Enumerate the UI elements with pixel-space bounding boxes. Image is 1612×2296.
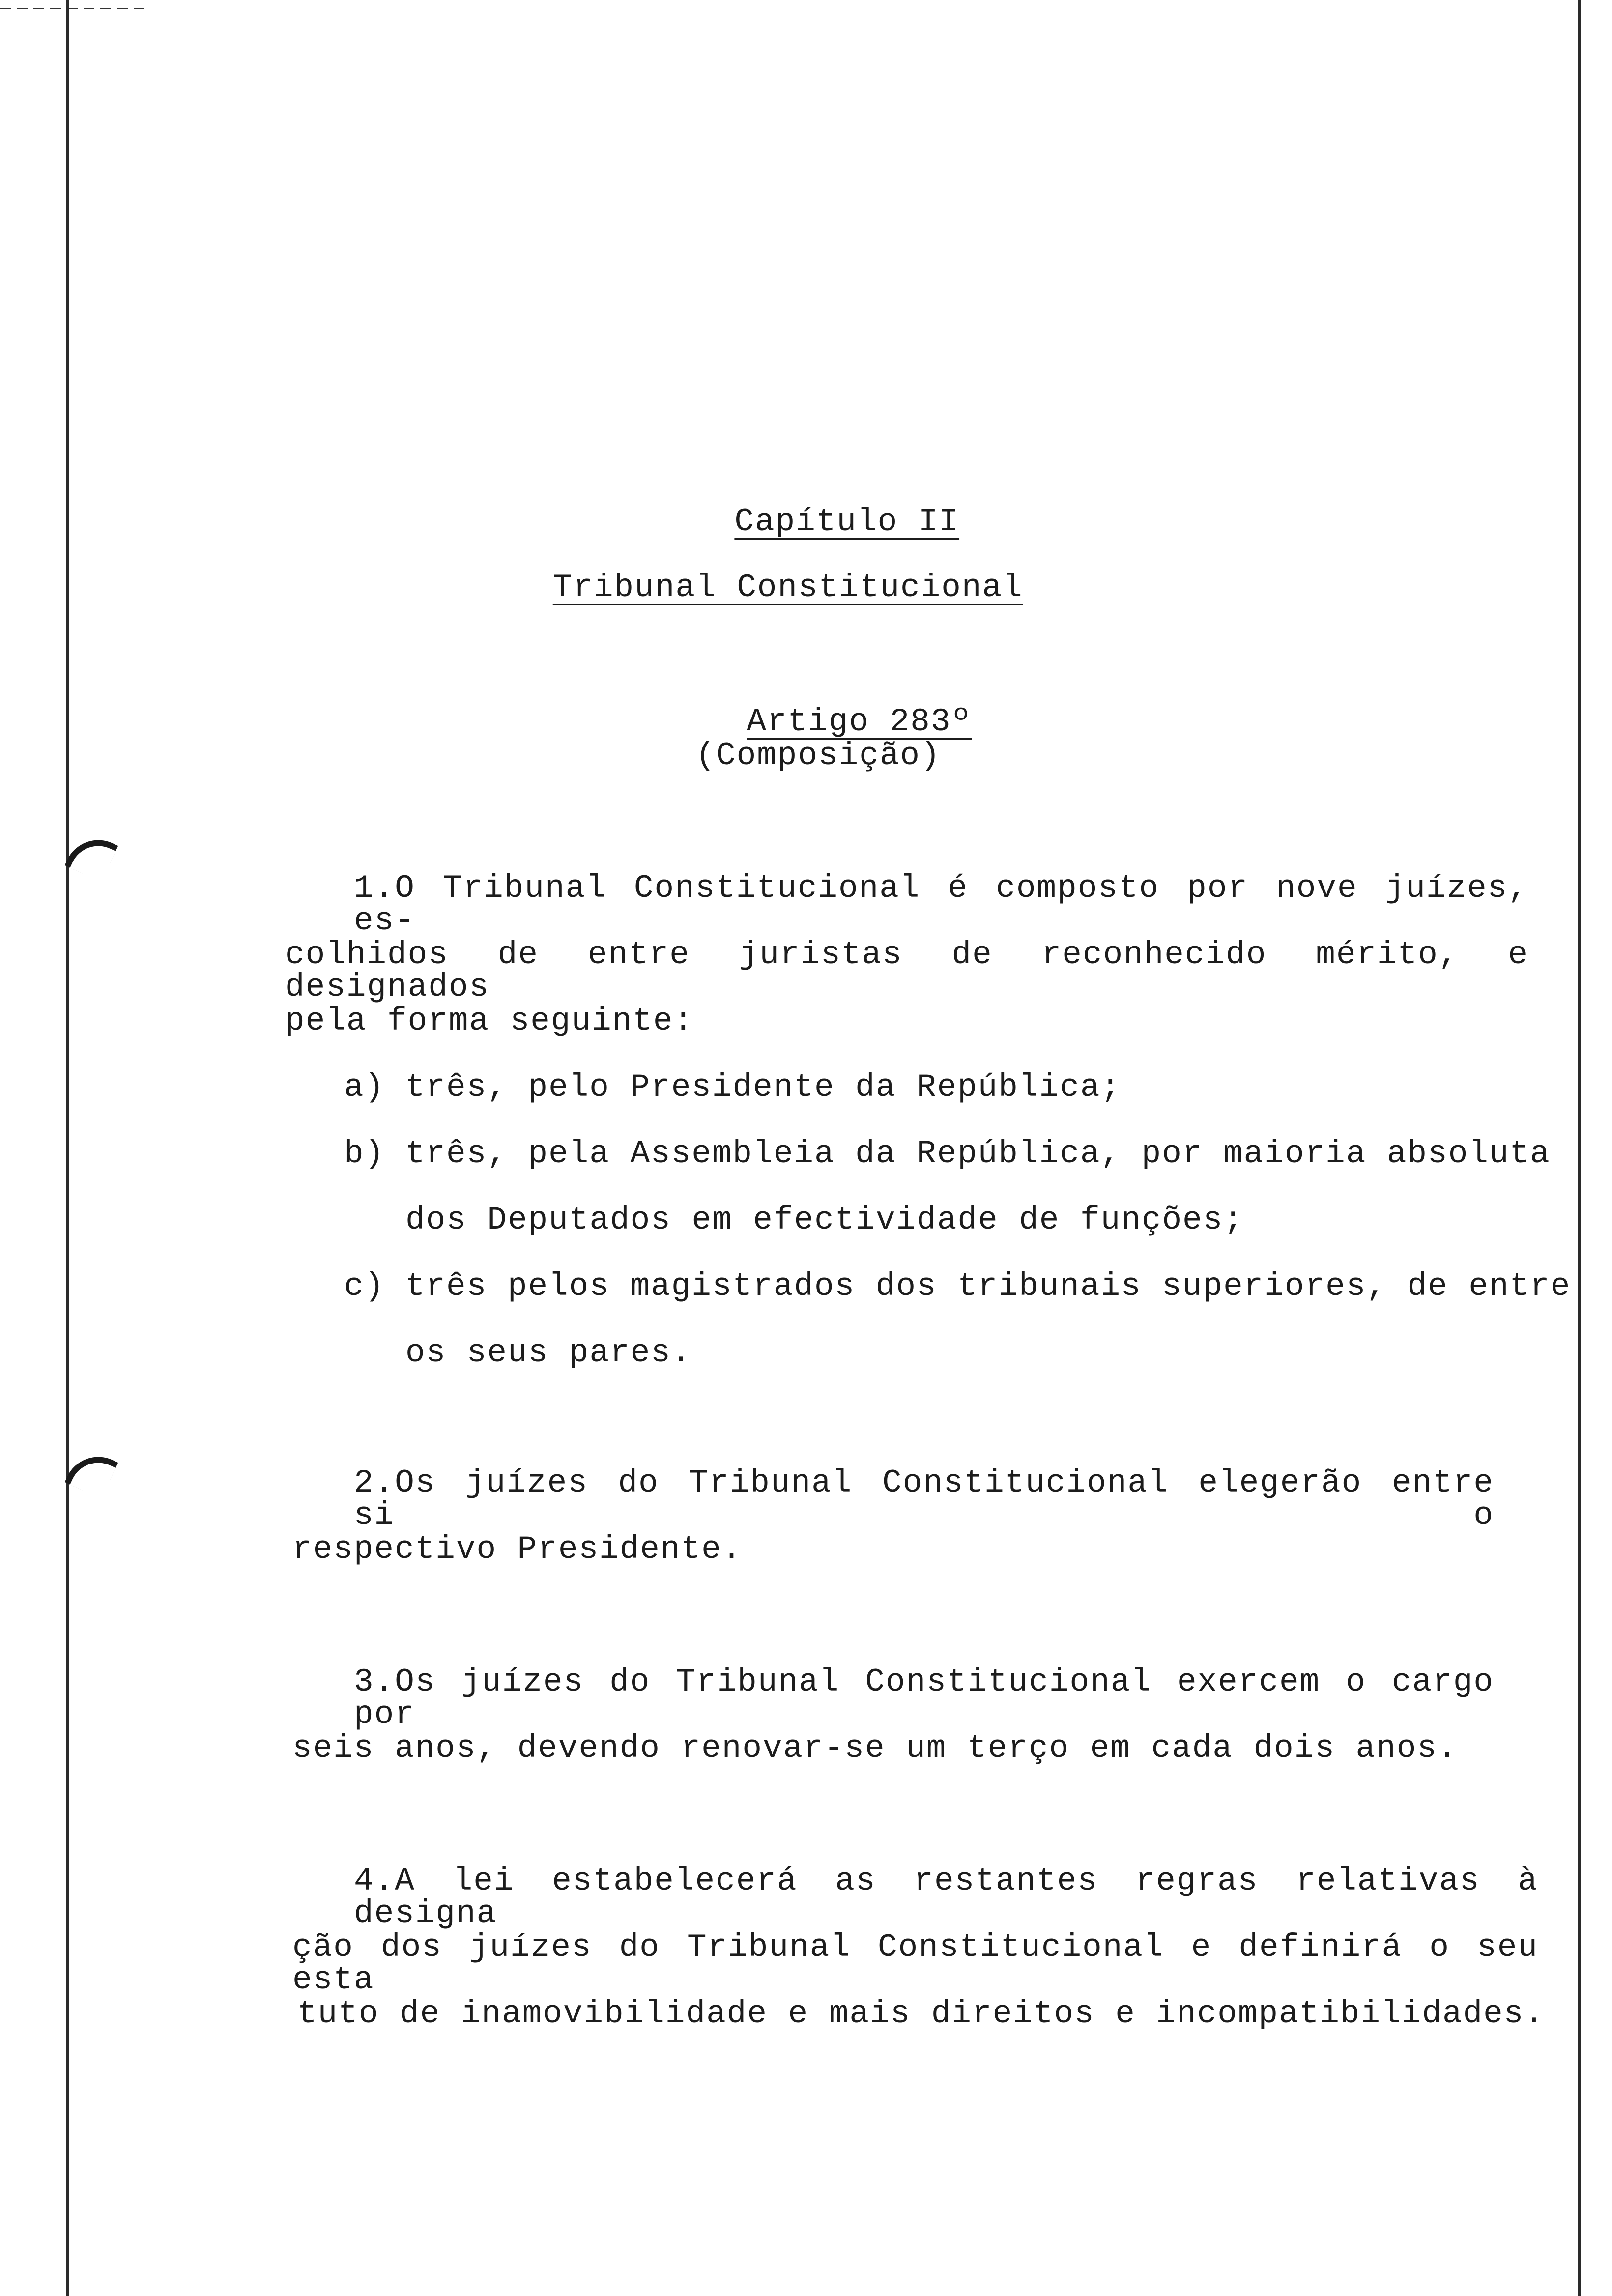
list-item-b-line-1: b) três, pela Assembleia da República, por maioria absoluta [344, 1135, 1551, 1172]
chapter-title [0, 539, 1553, 636]
punch-hole-mark [65, 1446, 118, 1499]
paragraph-4-line-2: ção dos juízes do Tribunal Constitucional e definirá o seu esta [292, 1929, 1538, 1998]
article-subtitle: (Composição) [695, 737, 941, 774]
paragraph-1-line-3: pela forma seguinte: [285, 1003, 694, 1039]
paragraph-1-line-2: colhidos de entre juristas de reconhecido mérito, e designados [285, 936, 1528, 1005]
list-item-b-line-2: dos Deputados em efectividade de funções; [405, 1202, 1244, 1238]
paragraph-3-line-1: 3.Os juízes do Tribunal Constitucional exercem o cargo por [354, 1664, 1494, 1733]
left-margin-rule [66, 0, 69, 2296]
paragraph-2-line-2: respectivo Presidente. [292, 1531, 743, 1568]
punch-hole-mark [65, 829, 118, 883]
right-margin-rule [1578, 0, 1581, 2296]
chapter-title-text: Tribunal Constitucional [552, 569, 1023, 606]
list-item-a: a) três, pelo Presidente da República; [344, 1069, 1122, 1106]
paragraph-3-line-2: seis anos, devendo renovar-se um terço em cada dois anos. [292, 1730, 1458, 1767]
chapter-heading-text: Capítulo II [734, 503, 960, 540]
list-item-c-line-1: c) três pelos magistrados dos tribunais superiores, de entre [344, 1268, 1571, 1305]
article-heading-text: Artigo 283º [747, 703, 972, 740]
paragraph-4-line-1: 4.A lei estabelecerá as restantes regras relativas à designa [354, 1863, 1538, 1932]
scan-edge-mark [0, 8, 147, 9]
paragraph-4-line-3: tuto de inamovibilidade e mais direitos e incompatibilidades. [297, 1995, 1545, 2032]
paragraph-2-line-1: 2.Os juízes do Tribunal Constitucional elegerão entre si o [354, 1464, 1494, 1534]
paragraph-1-line-1: 1.O Tribunal Constitucional é composto por nove juízes, es- [354, 870, 1528, 939]
list-item-c-line-2: os seus pares. [405, 1334, 692, 1371]
